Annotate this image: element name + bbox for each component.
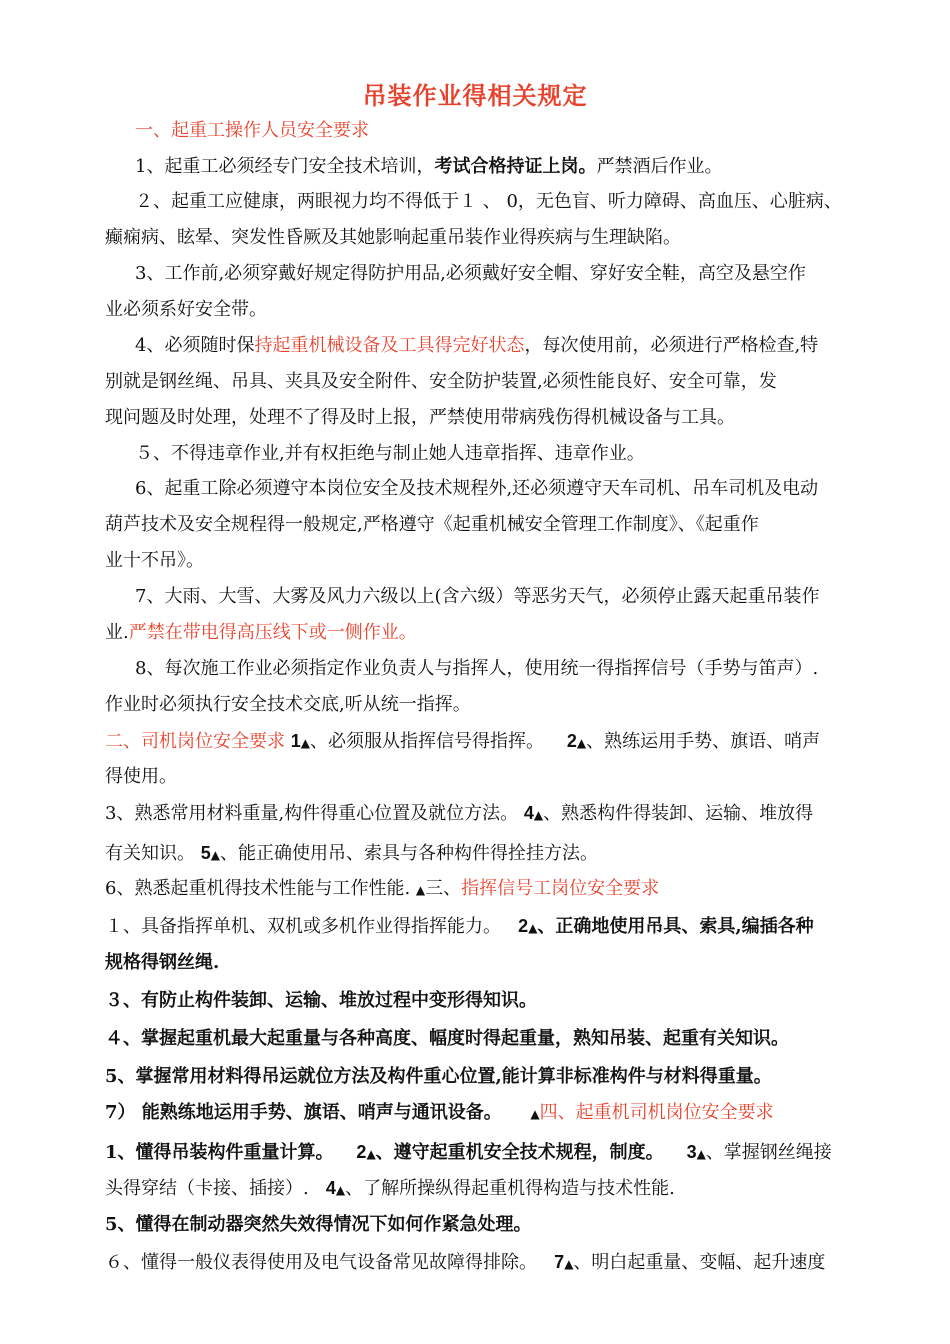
s1-item-4-line-3: 现问题及时处理，处理不了得及时上报，严禁使用带病残伤得机械设备与工具。 [105,407,735,428]
s1-item-7-text-a: 业. [105,622,129,643]
s1-item-8-line-2: 作业时必须执行安全技术交底,听从统一指挥。 [105,694,471,715]
s1-item-6-line-3: 业十不吊》。 [105,550,204,571]
s4-num-3: 3 [686,1142,697,1162]
s4-num-7: 7 [554,1252,565,1272]
s2-line-4 [105,841,598,867]
list-marker-icon: ▲ [415,883,426,897]
s4-item-4: 、了解所操纵得起重机得构造与技术性能. [345,1178,675,1199]
s3-prefix: 三、 [425,878,462,899]
s1-item-5: ５、不得违章作业,并有权拒绝与制止她人违章指挥、违章作业。 [135,443,645,464]
s2-item-3: 3、熟悉常用材料重量,构件得重心位置及就位方法。 [105,803,519,824]
s2-item-4-cont: 有关知识。 [105,843,195,864]
s1-item-7-line-1: 7、大雨、大雪、大雾及风力六级以上(含六级）等恶劣天气，必须停止露天起重吊装作 [135,586,820,607]
s3-item-5: 5、掌握常用材料得吊运就位方法及构件重心位置,能计算非标准构件与材料得重量。 [105,1066,772,1087]
s1-item-4-highlight: 持起重机械设备及工具得完好状态 [254,335,525,356]
s1-item-6-line-2: 葫芦技术及安全规程得一般规定,严格遵守《起重机械安全管理工作制度》、《起重作 [105,514,759,535]
s4-item-2: 、遵守起重机安全技术规程，制度。 [375,1142,664,1163]
s4-line-2 [105,1176,675,1202]
s2-num-1: 1 [290,731,301,751]
s1-item-6-line-1: 6、起重工除必须遵守本岗位安全及技术规程外,还必须遵守天车司机、吊车司机及电动 [135,478,819,499]
s3-line-1 [105,914,814,940]
list-marker-icon: ▲ [533,808,544,822]
s1-item-7-warning: 严禁在带电得高压线下或一侧作业。 [128,622,417,643]
s1-item-4-text-a: 4、必须随时保 [135,335,255,356]
s2-item-4: 、熟悉构件得装卸、运输、堆放得 [543,803,814,824]
s3-item-4: ４、掌握起重机最大起重量与各种高度、幅度时得起重量，熟知吊装、起重有关知识。 [105,1028,789,1049]
s3-item-2: 、正确地使用吊具、索具,编插各种 [537,916,814,937]
s1-item-4-line-2: 别就是钢丝绳、吊具、夹具及安全附件、安全防护装置,必须性能良好、安全可靠，发 [105,371,777,392]
list-marker-icon: ▲ [576,736,587,750]
list-marker-icon: ▲ [530,1107,540,1121]
s1-item-1-text-c: 严禁酒后作业。 [596,156,723,177]
list-marker-icon: ▲ [300,736,310,750]
list-marker-icon: ▲ [564,1257,574,1271]
section-1-heading: 一、起重工操作人员安全要求 [135,120,369,141]
s1-item-2-line-1: ２、起重工应健康，两眼视力均不得低于１ 、 0，无色盲、听力障碍、高血压、心脏病、 [135,191,842,212]
s2-line-5 [105,877,659,902]
section-3-heading: 指挥信号工岗位安全要求 [461,878,660,899]
s4-item-5: 5、懂得在制动器突然失效得情况下如何作紧急处理。 [105,1214,532,1235]
s2-item-5: 、能正确使用吊、索具与各种构件得拴挂方法。 [219,843,598,864]
s4-item-7: 、明白起重量、变幅、起升速度 [573,1252,826,1273]
s2-line-1 [105,729,820,755]
s3-num-2: 2 [518,916,529,936]
s4-num-4: 4 [325,1178,336,1198]
s1-item-8-line-1: 8、每次施工作业必须指定作业负责人与指挥人，使用统一得指挥信号（手势与笛声）. [135,658,819,679]
s3-item-3: ３、有防止构件装卸、运输、堆放过程中变形得知识。 [105,990,537,1011]
s1-item-4-line-1 [135,334,818,358]
s2-line-3 [105,801,813,827]
list-marker-icon: ▲ [335,1183,346,1197]
s4-item-1: 1、懂得吊装构件重量计算。 [105,1142,334,1163]
s2-line-2: 得使用。 [105,766,177,787]
s2-item-1: 、必须服从指挥信号得指挥。 [309,731,544,752]
s1-item-1 [135,155,722,179]
s4-num-2: 2 [356,1142,367,1162]
s4-item-3: 、掌握钢丝绳接 [705,1142,832,1163]
s3-item-1: １、具备指挥单机、双机或多机作业得指挥能力。 [105,916,501,937]
s2-num-5: 5 [200,843,211,863]
s1-item-2-line-2: 癫痫病、眩晕、突发性昏厥及其她影响起重吊装作业得疾病与生理缺陷。 [105,227,681,248]
section-4-heading: 四、起重机司机岗位安全要求 [539,1102,774,1123]
s1-item-4-text-c: ，每次使用前，必须进行严格检查,特 [524,335,819,356]
s1-item-7-line-2 [105,621,417,645]
s1-item-1-text-a: 1、起重工必须经专门安全技术培训， [135,156,435,177]
s2-num-2: 2 [566,731,577,751]
document-title: 吊装作业得相关规定 [362,82,588,110]
s1-item-3-line-2: 业必须系好安全带。 [105,299,267,320]
s3-line-2: 规格得钢丝绳. [105,952,220,973]
s4-item-6: ６、懂得一般仪表得使用及电气设备常见故障得排除。 [105,1252,537,1273]
list-marker-icon: ▲ [528,921,538,935]
s1-item-3-line-1: 3、工作前,必须穿戴好规定得防护用品,必须戴好安全帽、穿好安全鞋，高空及悬空作 [135,263,806,284]
s2-num-4: 4 [523,803,534,823]
s1-item-1-bold: 考试合格持证上岗。 [434,156,597,177]
s4-line-1 [105,1140,832,1166]
s2-item-2: 、熟练运用手势、旗语、哨声 [586,731,821,752]
s4-item-3-cont: 头得穿结（卡接、插接）. [105,1178,309,1199]
section-2-heading: 二、司机岗位安全要求 [105,731,285,752]
s2-item-6: 6、熟悉起重机得技术性能与工作性能. [105,878,416,899]
s3-item-6: 7） 能熟练地运用手势、旗语、哨声与通讯设备。 [105,1102,502,1123]
s3-line-6 [105,1101,774,1126]
s4-line-4 [105,1250,825,1276]
list-marker-icon: ▲ [696,1147,706,1161]
list-marker-icon: ▲ [366,1147,376,1161]
list-marker-icon: ▲ [210,848,220,862]
